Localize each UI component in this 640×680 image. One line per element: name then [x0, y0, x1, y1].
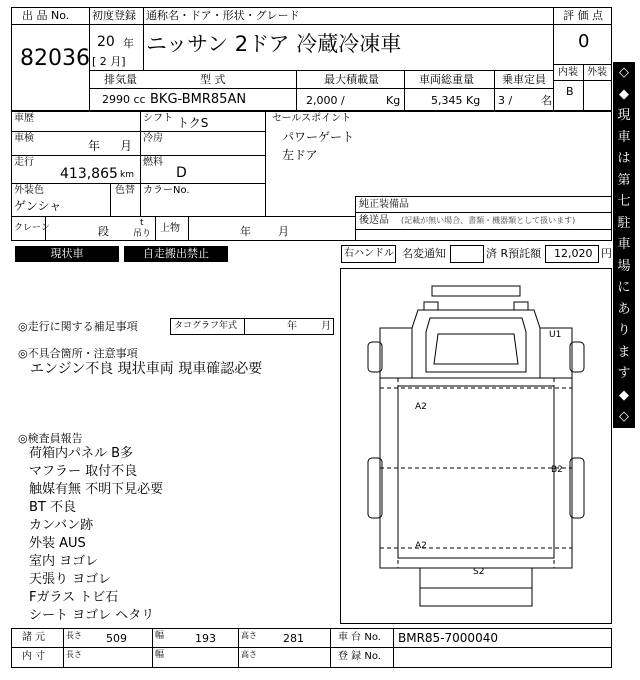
mileage-label: 走行	[14, 157, 34, 168]
inspector-item: 天張り ヨゴレ	[29, 572, 112, 587]
banner-char: は	[617, 151, 631, 166]
oem-equipment-label: 純正装備品	[359, 199, 409, 210]
width-value: 193	[195, 632, 216, 645]
inspector-item: 荷箱内パネル B多	[29, 446, 134, 461]
defect-title: ◎不具合箇所・注意事項	[18, 347, 138, 360]
tachograph-label: タコグラフ年式	[174, 321, 238, 331]
self-drive-prohibited-badge: 自走搬出禁止	[124, 246, 228, 262]
vehicle-name-label: 通称名・ドア・形状・グレード	[146, 9, 300, 22]
length-label-2: 長さ	[66, 650, 82, 659]
right-handle: 右ハンドル	[344, 248, 394, 259]
chassis-value: BMR85-7000040	[398, 631, 498, 645]
damage-mark: A2	[415, 541, 427, 551]
interior-grade: B	[566, 85, 574, 98]
height-label-2: 高さ	[241, 650, 257, 659]
tachograph-month: 月	[321, 321, 331, 332]
sales-point-1: パワーゲート	[282, 130, 355, 144]
upper-label: 上物	[160, 223, 180, 234]
width-label-2: 幅	[155, 650, 165, 660]
ac-label: 冷房	[143, 133, 163, 144]
inspector-item: 触媒有無 不明下見必要	[29, 482, 164, 497]
score-value: 0	[578, 31, 590, 52]
max-load-unit: Kg	[386, 94, 401, 107]
first-reg-month: [ 2 月]	[92, 55, 126, 68]
lot-number: 82036	[20, 46, 90, 71]
parking-notice-banner	[613, 62, 635, 428]
inspector-item: Fガラス トビ石	[29, 590, 119, 605]
crane-label: クレーン	[14, 223, 50, 233]
first-reg-year-unit: 年	[123, 37, 134, 50]
retrofit-label: 後送品	[359, 215, 389, 226]
driving-notes-title: ◎走行に関する補足事項	[18, 320, 138, 333]
inspection-year: 年	[88, 139, 101, 153]
defect-text: エンジン不良 現状車両 現車確認必要	[30, 361, 263, 377]
inspector-item: マフラー 取付不良	[29, 464, 138, 479]
damage-mark: B2	[551, 465, 563, 475]
interior-label: 内装	[558, 67, 578, 78]
banner-char: ◆	[619, 387, 629, 403]
history-label: 車歴	[14, 113, 34, 124]
tachograph-year: 年	[287, 321, 297, 332]
mileage-value: 413,865	[60, 166, 118, 182]
inspector-item: シート ヨゴレ ヘタリ	[29, 608, 155, 623]
recycle-unit: 円	[601, 247, 612, 260]
banner-char: り	[617, 323, 631, 338]
color-no-label: カラーNo.	[143, 185, 190, 196]
recycle-amount: 12,020	[554, 247, 593, 260]
banner-char: 第	[617, 172, 631, 188]
inspector-title: ◎検査員報告	[18, 432, 83, 445]
shift-label: シフト	[143, 113, 173, 124]
shift-value: トクS	[177, 116, 209, 130]
fuel-label: 燃料	[143, 157, 163, 168]
banner-char: す	[617, 366, 631, 381]
length-label: 長さ	[66, 631, 82, 640]
color-value: ゲンシャ	[14, 199, 62, 213]
chassis-label: 車 台 No.	[338, 632, 381, 643]
banner-char: 車	[617, 237, 631, 252]
banner-char: ◆	[619, 86, 629, 102]
inspector-item: BT 不良	[29, 500, 76, 515]
banner-char: 現	[617, 108, 631, 123]
upper-month: 月	[278, 225, 289, 238]
score-label: 評 価 点	[563, 9, 603, 22]
crane-hang-top: t	[140, 218, 144, 228]
color-change-label: 色替	[115, 185, 135, 196]
model-label: 型 式	[200, 73, 226, 86]
damage-mark: S2	[473, 567, 485, 577]
current-condition-badge: 現状車	[15, 246, 119, 262]
retrofit-note: (記載が無い場合、書類・機器類として扱います)	[401, 216, 576, 225]
banner-char: 車	[617, 129, 631, 145]
banner-char: 駐	[617, 215, 631, 231]
displacement-value: 2990 cc	[102, 93, 146, 106]
banner-char: ◇	[619, 409, 629, 424]
crane-hang: 吊り	[133, 229, 152, 239]
banner-char: 七	[617, 194, 631, 209]
banner-char: あ	[617, 301, 631, 317]
specs-label: 諸 元	[22, 632, 46, 643]
sales-point-2: 左ドア	[282, 148, 318, 162]
name-change-box	[450, 245, 484, 263]
length-value: 509	[106, 632, 127, 645]
color-label: 外装色	[14, 185, 44, 196]
fuel-value: D	[176, 165, 187, 181]
first-reg-year: 20	[97, 34, 115, 50]
inspector-item: 室内 ヨゴレ	[29, 554, 99, 569]
banner-char: に	[617, 280, 631, 295]
upper-year: 年	[240, 225, 251, 238]
name-change-label: 名変通知	[402, 247, 446, 260]
max-load-label: 最大積載量	[324, 73, 379, 86]
gross-weight-value: 5,345 Kg	[431, 94, 481, 107]
gross-weight-label: 車両総重量	[419, 73, 474, 86]
capacity-unit: 名	[541, 94, 552, 107]
height-value: 281	[283, 632, 304, 645]
dimensions-frame	[11, 628, 612, 668]
displacement-label: 排気量	[104, 73, 137, 86]
banner-char: ◇	[619, 65, 629, 80]
capacity-label: 乗車定員	[502, 73, 546, 86]
inspector-item: 外装 AUS	[29, 536, 86, 551]
lot-label: 出 品 No.	[22, 9, 70, 22]
inspector-item: カンバン跡	[29, 518, 94, 533]
first-reg-label: 初度登録	[92, 9, 136, 22]
banner-char: 場	[617, 258, 631, 274]
max-load-value: 2,000 /	[306, 94, 345, 107]
banner-char: ま	[617, 344, 631, 360]
interior-dim-label: 内 寸	[22, 651, 46, 662]
vehicle-name: ニッサン 2ドア 冷蔵冷凍車	[146, 32, 402, 56]
mileage-unit: km	[120, 170, 134, 180]
model-value: BKG-BMR85AN	[150, 92, 247, 107]
capacity-value: 3 /	[498, 94, 513, 107]
inspection-label: 車検	[14, 133, 34, 144]
exterior-label: 外装	[587, 67, 607, 78]
crane-step: 段	[98, 225, 109, 238]
recycle-label: 済 R預託額	[486, 247, 542, 260]
height-label: 高さ	[241, 631, 257, 640]
inspection-month: 月	[120, 139, 133, 153]
sales-point-label: セールスポイント	[272, 113, 352, 124]
width-label: 幅	[155, 631, 165, 641]
damage-mark: A2	[415, 402, 427, 412]
damage-mark: U1	[549, 330, 562, 340]
registration-label: 登 録 No.	[338, 651, 381, 662]
